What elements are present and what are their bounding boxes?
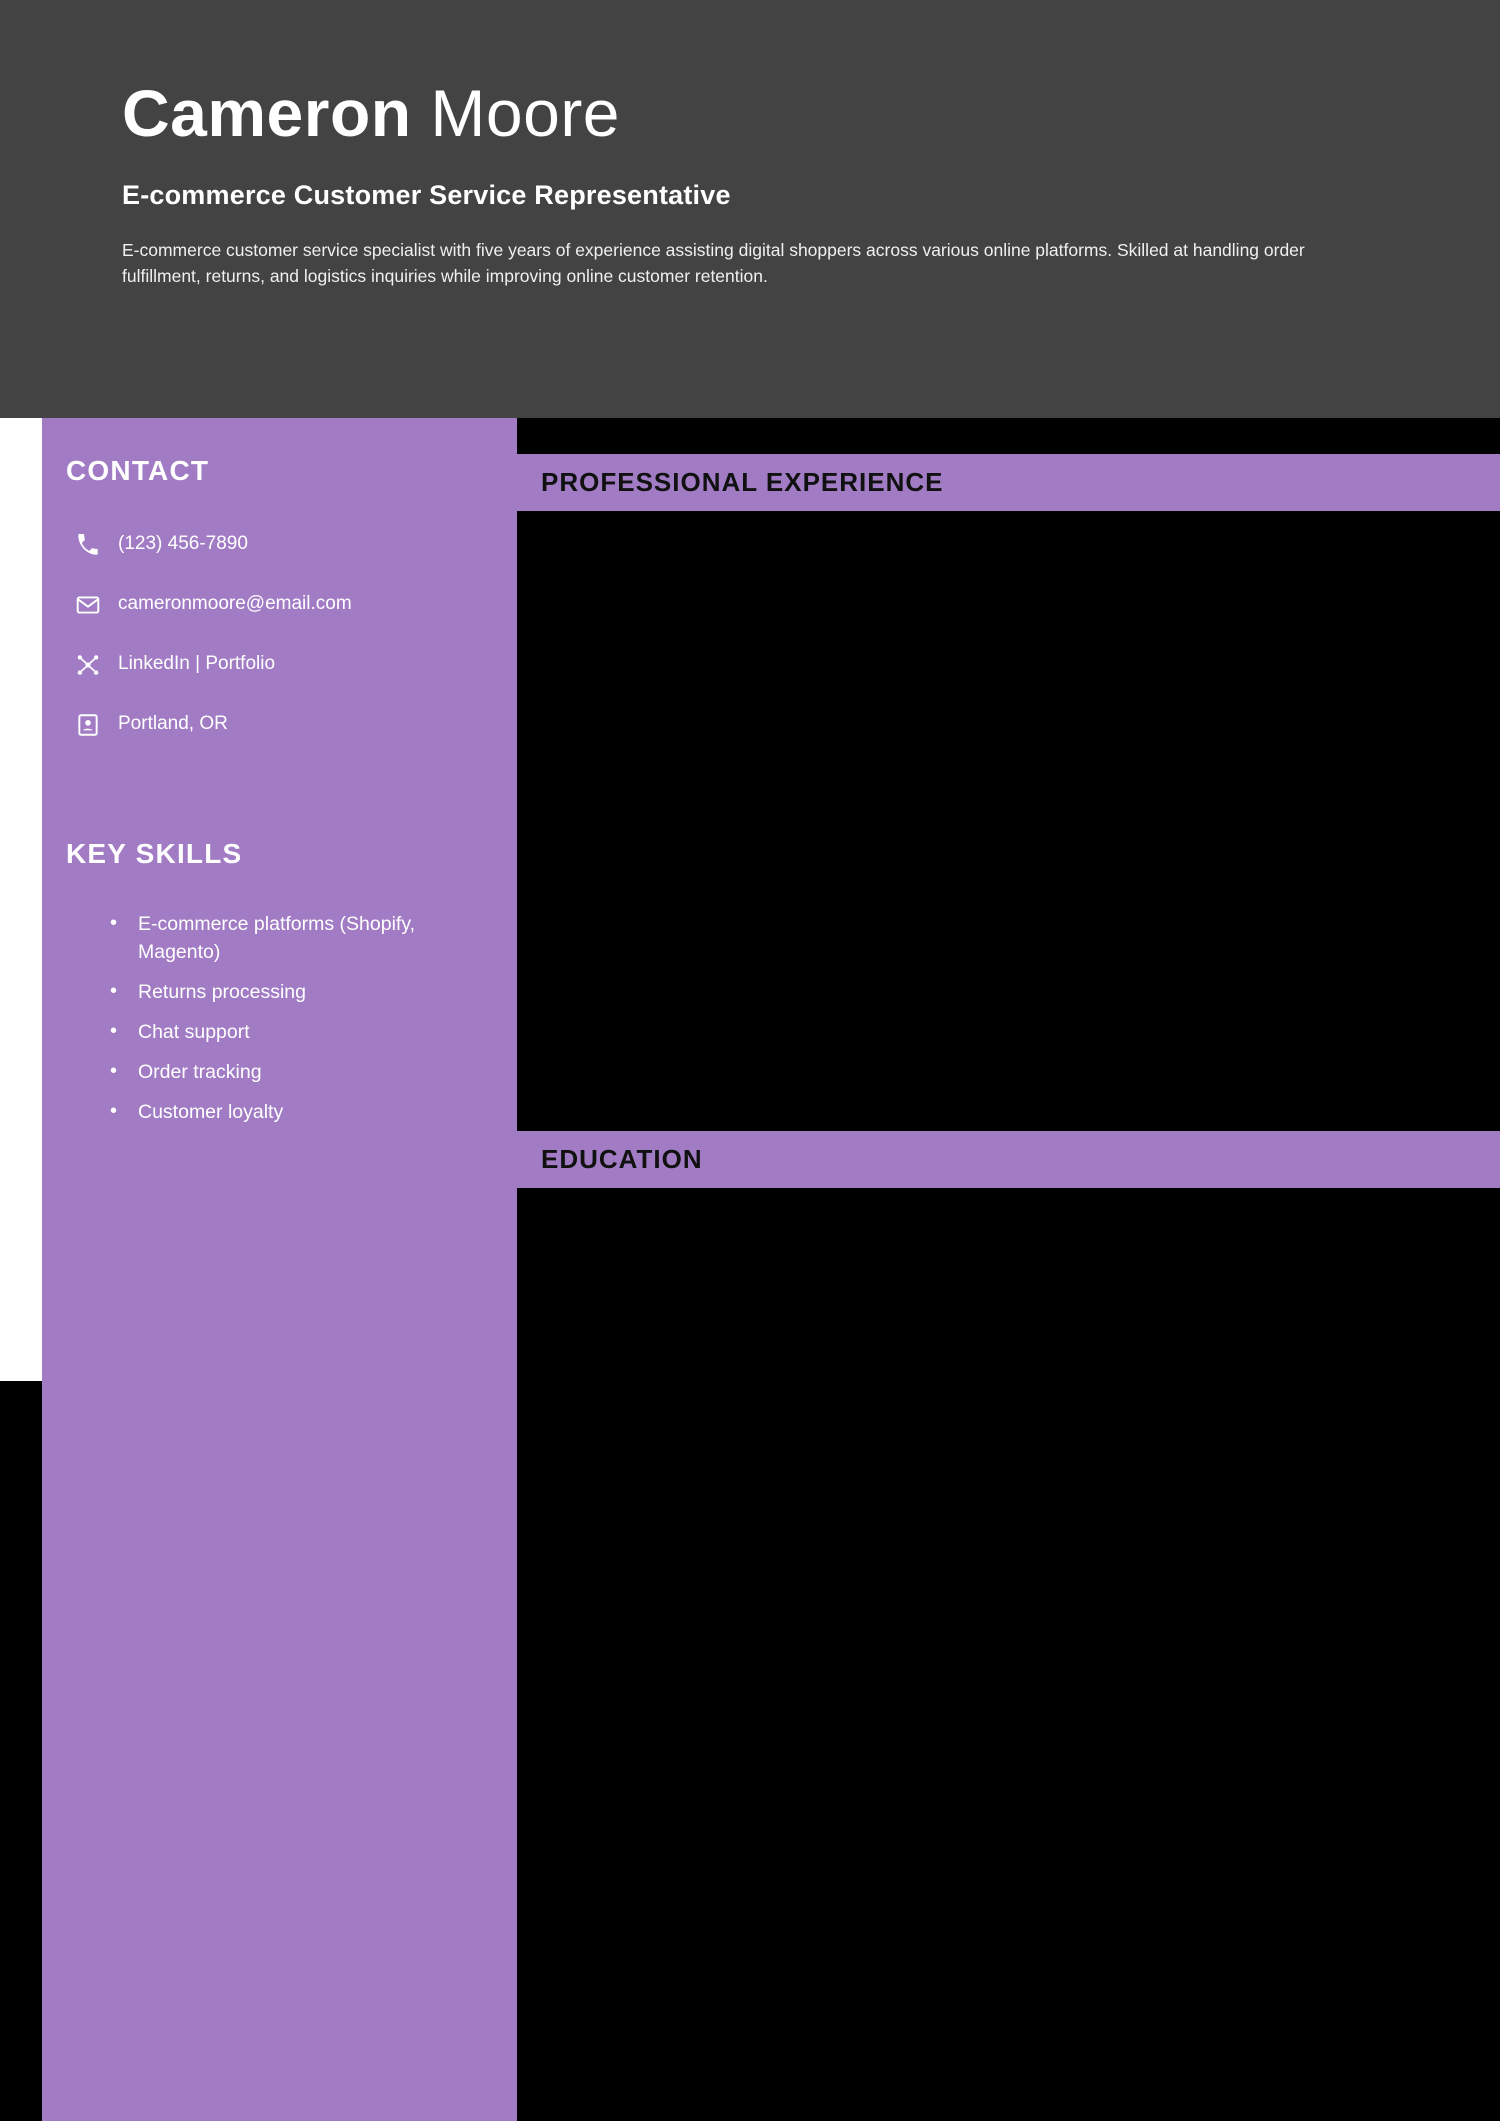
professional-summary: E-commerce customer service specialist with five years of experience assisting digital shoppers across various online platforms. Skilled at handling order fulfillment, returns, and logistics inquiries while improving online customer retention. bbox=[122, 240, 1305, 286]
education-heading: EDUCATION bbox=[541, 1144, 703, 1174]
contact-item-location bbox=[66, 710, 426, 744]
list-item: • Returns processing bbox=[100, 978, 430, 1006]
list-item: • Customer loyalty bbox=[100, 1098, 430, 1126]
experience-heading: PROFESSIONAL EXPERIENCE bbox=[541, 467, 944, 497]
contact-item-email bbox=[66, 590, 426, 624]
contact-phone-value: (123) 456-7890 bbox=[118, 533, 248, 554]
last-name: Moore bbox=[430, 76, 620, 150]
header-content bbox=[122, 72, 1402, 289]
email-icon bbox=[66, 590, 110, 618]
first-name: Cameron bbox=[122, 76, 412, 150]
list-item: • E-commerce platforms (Shopify, Magento) bbox=[100, 910, 430, 966]
skills-heading: KEY SKILLS bbox=[66, 838, 243, 869]
contact-heading: CONTACT bbox=[66, 455, 210, 486]
main-top-sliver bbox=[517, 418, 1500, 454]
contact-item-link bbox=[66, 650, 426, 684]
education-section-bar bbox=[517, 1131, 1500, 1188]
main-column bbox=[517, 418, 1500, 2121]
left-white-strip bbox=[0, 418, 42, 1381]
education-content-block bbox=[517, 1188, 1500, 2121]
header-band bbox=[0, 0, 1500, 418]
contact-location-value: Portland, OR bbox=[118, 713, 228, 734]
job-title: E-commerce Customer Service Representative bbox=[122, 180, 731, 210]
location-icon bbox=[66, 710, 110, 738]
contact-link-value: LinkedIn | Portfolio bbox=[118, 653, 276, 674]
left-black-strip bbox=[0, 1381, 42, 2121]
list-item: • Chat support bbox=[100, 1018, 430, 1046]
candidate-name bbox=[122, 72, 1402, 154]
skills-list bbox=[100, 910, 430, 1138]
contact-email-value: cameronmoore@email.com bbox=[118, 593, 352, 614]
experience-content-block bbox=[517, 511, 1500, 1131]
contact-item-phone bbox=[66, 530, 426, 564]
contact-list bbox=[66, 530, 426, 770]
experience-section-bar bbox=[517, 454, 1500, 511]
link-icon bbox=[66, 650, 110, 678]
phone-icon bbox=[66, 530, 110, 558]
list-item: • Order tracking bbox=[100, 1058, 430, 1086]
